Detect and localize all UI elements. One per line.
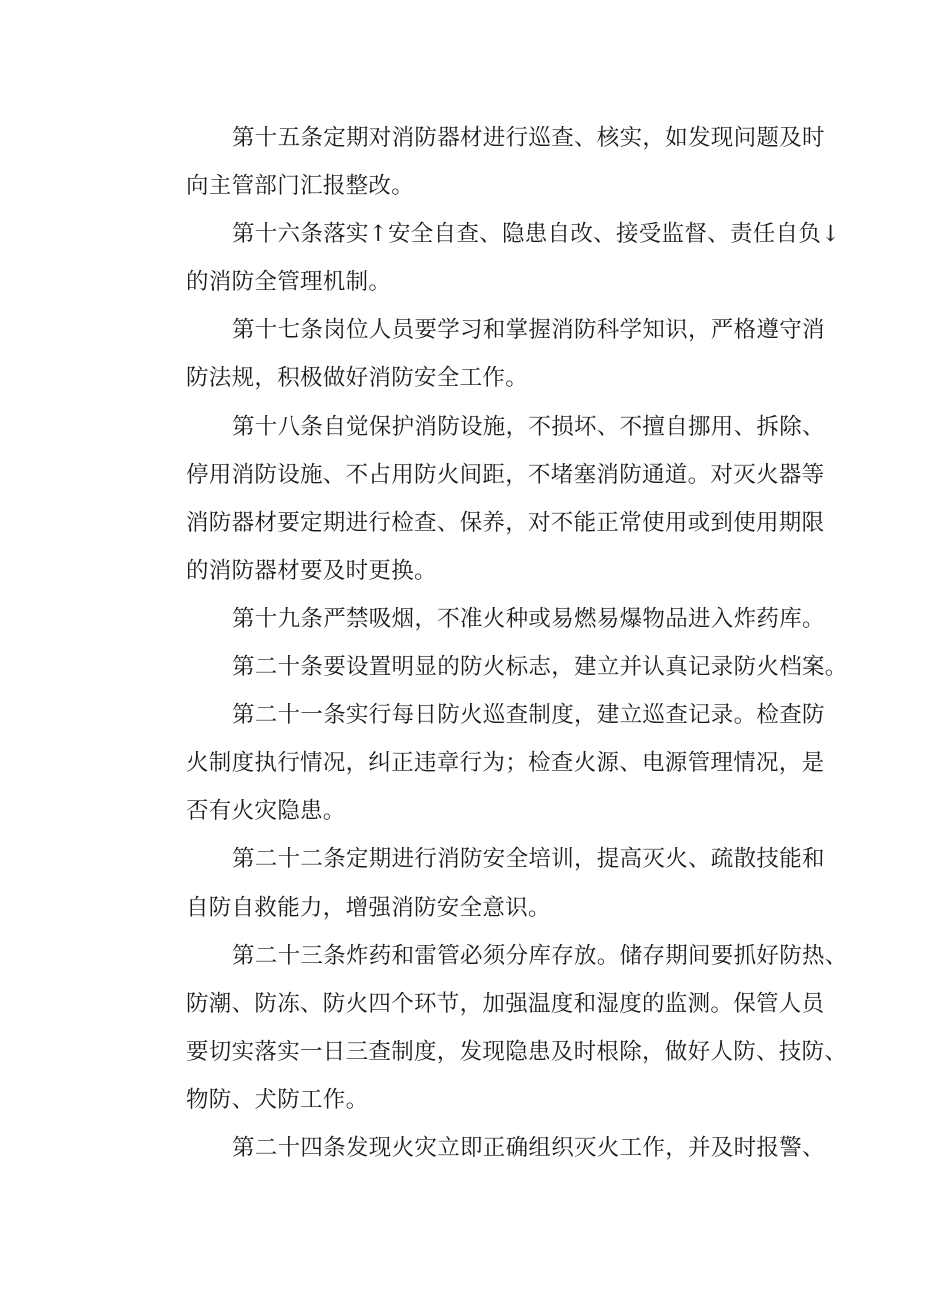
article-17-line-1: 第十七条岗位人员要学习和掌握消防科学知识，严格遵守消 [232, 317, 825, 344]
article-18-line-2: 停用消防设施、不占用防火间距，不堵塞消防通道。对灭火器等 [186, 461, 825, 488]
article-15-line-1: 第十五条定期对消防器材进行巡查、核实，如发现问题及时 [232, 125, 825, 151]
article-16-paragraph [141, 210, 841, 306]
article-19-paragraph [141, 595, 825, 643]
article-18-line-4: 的消防器材要及时更换。 [186, 557, 437, 584]
article-23-paragraph [141, 932, 848, 1124]
article-18-line-3: 消防器材要定期进行检查、保养，对不能正常使用或到使用期限 [186, 509, 825, 536]
article-16-line-1: 第十六条落实↑安全自查、隐患自改、接受监督、责任自负↓ [232, 221, 841, 248]
article-18-line-1: 第十八条自觉保护消防设施，不损坏、不擅自挪用、拆除、 [232, 413, 825, 440]
article-23-line-3: 要切实落实一日三查制度，发现隐患及时根除，做好人防、技防、 [186, 1038, 848, 1065]
article-16-line-2: 的消防全管理机制。 [186, 269, 392, 296]
document-body [141, 114, 848, 1172]
article-22-line-1: 第二十二条定期进行消防安全培训，提高灭火、疏散技能和 [232, 846, 825, 873]
article-23-line-1: 第二十三条炸药和雷管必须分库存放。储存期间要抓好防热、 [232, 942, 848, 969]
article-24-line-1: 第二十四条发现火灾立即正确组织灭火工作，并及时报警、 [232, 1134, 825, 1161]
article-19-line-1: 第十九条严禁吸烟，不准火种或易燃易爆物品进入炸药库。 [232, 605, 825, 632]
article-21-line-2: 火制度执行情况，纠正违章行为；检查火源、电源管理情况，是 [186, 750, 825, 777]
article-22-line-2: 自防自救能力，增强消防安全意识。 [186, 894, 551, 921]
article-21-line-1: 第二十一条实行每日防火巡查制度，建立巡查记录。检查防 [232, 702, 825, 729]
article-20-paragraph [141, 643, 848, 691]
article-20-line-1: 第二十条要设置明显的防火标志，建立并认真记录防火档案。 [232, 654, 848, 681]
article-15-paragraph [141, 114, 825, 210]
article-21-paragraph [141, 691, 825, 835]
article-24-paragraph [141, 1124, 825, 1172]
article-15-line-2: 向主管部门汇报整改。 [186, 173, 415, 200]
article-23-line-2: 防潮、防冻、防火四个环节，加强温度和湿度的监测。保管人员 [186, 990, 825, 1017]
article-23-line-4: 物防、犬防工作。 [186, 1086, 369, 1113]
article-17-line-2: 防法规，积极做好消防安全工作。 [186, 365, 529, 392]
article-22-paragraph [141, 835, 825, 931]
article-21-line-3: 否有火灾隐患。 [186, 798, 346, 825]
article-17-paragraph [141, 306, 825, 402]
article-18-paragraph [141, 403, 825, 595]
